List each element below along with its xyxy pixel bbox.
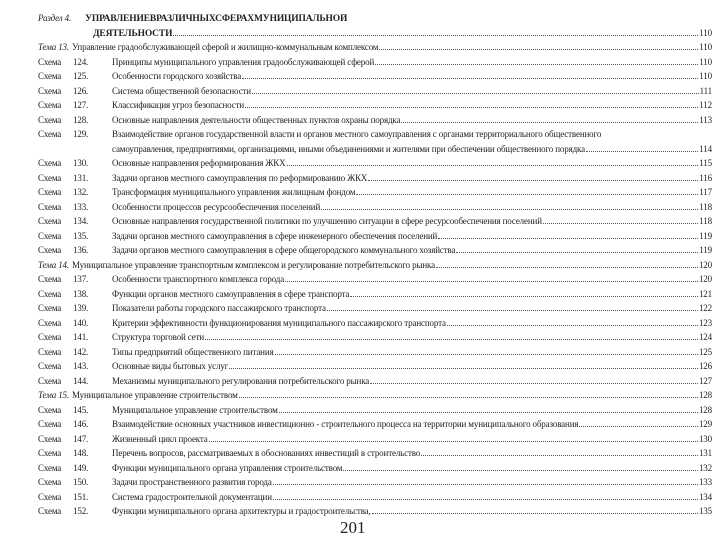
toc-entry [38,347,712,362]
toc-entry [38,86,712,101]
entry-label: Схема [38,491,62,502]
entry-title: Трансформация муниципального управления жилищным фондом [112,187,356,197]
entry-number: 143. [73,361,89,371]
toc-entry [38,361,712,376]
entry-number: 126. [73,85,89,96]
entry-number: 146. [73,419,89,429]
entry-page: 126 [698,361,712,371]
dot-leader [273,484,698,485]
entry-page: 124 [698,332,712,342]
entry-label: Схема [38,85,62,96]
entry-title: Показатели работы городского пассажирского транспорта [112,303,326,313]
toc-entry [38,100,712,115]
entry-label: Схема [38,288,62,299]
dot-leader [321,209,698,210]
toc-entry [38,231,712,246]
entry-label: Схема [38,129,62,139]
entry-label: Тема 15. [38,390,69,400]
toc-entry [38,129,712,144]
entry-number: 137. [73,274,89,284]
entry-page: 120 [698,259,712,270]
toc-entry [38,71,712,86]
entry-number: 150. [73,477,89,487]
entry-label: Схема [38,114,62,125]
toc-entry [38,173,712,188]
entry-page: 110 [699,27,712,38]
entry-title: Типы предприятий общественного питания [112,346,274,357]
toc-entry [38,289,712,304]
entry-page: 127 [698,375,712,386]
entry-page: 110 [699,56,712,67]
entry-title: УПРАВЛЕНИЕВРАЗЛИЧНЫХСФЕРАХМУНИЦИПАЛЬНОЙ [85,14,348,24]
entry-label: Схема [38,100,62,110]
dot-leader [275,354,698,355]
table-of-contents [38,13,712,521]
entry-page: 128 [698,390,712,400]
dot-leader [379,49,698,50]
entry-title: Особенности процессов ресурсообеспечения поселений [112,201,321,212]
entry-title: Структура торговой сети [112,332,205,342]
entry-number: 134. [73,216,89,226]
toc-entry [38,274,712,289]
entry-label: Схема [38,317,62,328]
toc-entry [38,477,712,492]
toc-entry [38,42,712,57]
entry-label: Схема [38,71,62,81]
dot-leader [229,368,698,369]
entry-page: 135 [698,506,712,516]
toc-entry [38,57,712,72]
dot-leader [436,267,698,268]
entry-page: 110 [699,42,712,52]
entry-title: Принципы муниципального управления градообслуживающей сферой [112,56,375,67]
toc-entry [38,492,712,507]
entry-label: Схема [38,361,62,371]
dot-leader [421,455,698,456]
entry-page: 133 [698,477,712,487]
entry-label: Схема [38,332,62,342]
entry-page: 132 [698,462,712,473]
entry-page: 112 [699,100,712,110]
entry-title: Критерии эффективности функционирования муниципального пассажирского транспорта [112,317,446,328]
entry-number: 142. [73,346,89,357]
toc-entry [38,260,712,275]
entry-page: 129 [698,419,712,429]
dot-leader [245,107,698,108]
entry-page: 130 [698,433,712,444]
entry-title: Основные направления деятельности общественных пунктов охраны порядка [112,114,401,125]
entry-label: Схема [38,201,62,212]
entry-page: 114 [699,143,712,154]
dot-leader [370,383,698,384]
entry-number: 140. [73,317,89,328]
entry-page: 125 [698,346,712,357]
entry-title: Механизмы муниципального регулирования потребительского рынка [112,375,370,386]
entry-title: Система градостроительной документации [112,491,272,502]
toc-entry [38,434,712,449]
entry-title: Задачи пространственного развития города [112,477,272,487]
entry-page: 119 [699,230,712,241]
entry-number: 132. [73,187,89,197]
entry-label: Схема [38,56,62,67]
dot-leader [447,325,698,326]
entry-title: Функции муниципального органа архитектуры и градостроительства, [112,506,371,516]
entry-number: 139. [73,303,89,313]
entry-number: 135. [73,230,89,241]
entry-title: Основные направления реформирования ЖКХ [112,158,286,168]
entry-page: 121 [698,288,712,299]
entry-page: 118 [699,201,712,212]
toc-entry [38,216,712,231]
dot-leader [343,470,697,471]
dot-leader [252,93,699,94]
entry-label: Тема 13. [38,42,69,52]
entry-number: 138. [73,288,89,299]
entry-number: 125. [73,71,89,81]
dot-leader [279,412,698,413]
entry-title: Взаимодействие органов государственной власти и органов местного самоуправления с органами территориального общественного [112,129,602,139]
toc-entry [38,303,712,318]
entry-title: Основные направления государственной политики по улучшению ситуации в сфере ресурсообеспечения поселений [112,216,542,226]
entry-label: Схема [38,477,62,487]
entry-label: Схема [38,216,62,226]
entry-title: Управление градообслуживающей сферой и жилищно-коммунальным комплексом [72,42,379,52]
toc-entry [38,13,712,28]
dot-leader [368,180,698,181]
entry-number: 152. [73,506,89,516]
dot-leader [239,397,698,398]
entry-label: Тема 14. [38,259,69,270]
entry-title: Классификация угроз безопасности [112,100,245,110]
dot-leader [285,281,698,282]
entry-page: 128 [698,404,712,415]
entry-page: 116 [699,172,712,183]
entry-page: 120 [698,274,712,284]
entry-title: Муниципальное управление транспортным комплексом и регулирование потребительского рынка [72,259,435,270]
entry-label: Схема [38,172,62,183]
entry-title: Особенности городского хозяйства [112,71,242,81]
toc-entry [38,144,712,159]
dot-leader [273,499,698,500]
dot-leader [375,64,698,65]
entry-title: Задачи органов местного самоуправления по реформированию ЖКХ [112,172,368,183]
dot-leader [242,78,698,79]
dot-leader [586,151,698,152]
entry-label: Схема [38,462,62,473]
entry-label: Схема [38,274,62,284]
entry-title: самоуправления, предприятиями, организациями, иными объединениями и жителями при обеспечении общественного порядка [112,143,585,154]
entry-number: 130. [73,158,89,168]
entry-title: Перечень вопросов, рассматриваемых в обоснованиях инвестиций в строительство [112,448,421,458]
entry-number: 136. [73,245,89,255]
entry-page: 117 [699,187,712,197]
toc-entry [38,506,712,521]
page-number: 201 [340,518,366,537]
entry-number: 145. [73,404,89,415]
toc-entry [38,448,712,463]
toc-entry [38,376,712,391]
dot-leader [543,223,698,224]
entry-page: 115 [699,158,712,168]
entry-label: Схема [38,346,62,357]
dot-leader [356,194,698,195]
entry-page: 118 [699,216,712,226]
entry-title: Основные виды бытовых услуг [112,361,229,371]
entry-number: 129. [73,129,89,139]
toc-entry [38,405,712,420]
toc-entry [38,318,712,333]
entry-page: 134 [698,491,712,502]
toc-entry [38,332,712,347]
entry-label: Схема [38,375,62,386]
entry-label: Схема [38,230,62,241]
entry-page: 110 [699,71,712,81]
dot-leader [173,35,698,36]
dot-leader [579,426,698,427]
toc-entry [38,187,712,202]
entry-number: 151. [73,491,89,502]
entry-number: 124. [73,56,89,67]
entry-title: Муниципальное управление строительством [72,390,238,400]
entry-label: Схема [38,506,62,516]
entry-number: 131. [73,172,89,183]
toc-entry [38,115,712,130]
toc-entry [38,463,712,478]
entry-number: 147. [73,433,89,444]
entry-number: 128. [73,114,89,125]
entry-title: Взаимодействие основных участников инвестиционно - строительного процесса на территории муниципального образования [112,419,579,429]
entry-label: Схема [38,404,62,415]
dot-leader [327,310,698,311]
entry-title: Жизненный цикл проекта [112,433,208,444]
entry-number: 127. [73,100,89,110]
toc-entry [38,202,712,217]
entry-page: 119 [699,245,712,255]
entry-number: 144. [73,375,89,386]
entry-number: 149. [73,462,89,473]
toc-entry [38,390,712,405]
toc-entry [38,245,712,260]
entry-page: 131 [698,448,712,458]
entry-title: Система общественной безопасности [112,85,251,96]
dot-leader [401,122,698,123]
dot-leader [205,339,698,340]
entry-page: 123 [698,317,712,328]
entry-number: 141. [73,332,89,342]
entry-label: Схема [38,187,62,197]
dot-leader [438,238,698,239]
dot-leader [372,513,698,514]
entry-title: Муниципальное управление строительством [112,404,278,415]
toc-entry [38,28,712,43]
dot-leader [350,296,698,297]
entry-label: Схема [38,433,62,444]
entry-label: Раздел 4. [38,13,72,23]
entry-title: Функции муниципального органа управления строительством [112,462,343,473]
entry-title: Задачи органов местного самоуправления в сфере инженерного обеспечения поселений [112,230,438,241]
dot-leader [456,252,698,253]
entry-page: 113 [699,114,712,125]
entry-title: ДЕЯТЕЛЬНОСТИ [93,28,173,39]
dot-leader [287,165,699,166]
entry-label: Схема [38,245,62,255]
entry-page: 122 [698,303,712,313]
toc-entry [38,158,712,173]
entry-page: 111 [699,85,712,96]
entry-number: 133. [73,201,89,212]
entry-number: 148. [73,448,89,458]
entry-label: Схема [38,419,62,429]
entry-label: Схема [38,158,62,168]
entry-title: Задачи органов местного самоуправления в сфере общегородского коммунального хозяйства [112,245,456,255]
entry-title: Функции органов местного самоуправления в сфере транспорта [112,288,350,299]
dot-leader [209,441,698,442]
toc-entry [38,419,712,434]
entry-label: Схема [38,448,62,458]
entry-title: Особенности транспортного комплекса города [112,274,285,284]
entry-label: Схема [38,303,62,313]
